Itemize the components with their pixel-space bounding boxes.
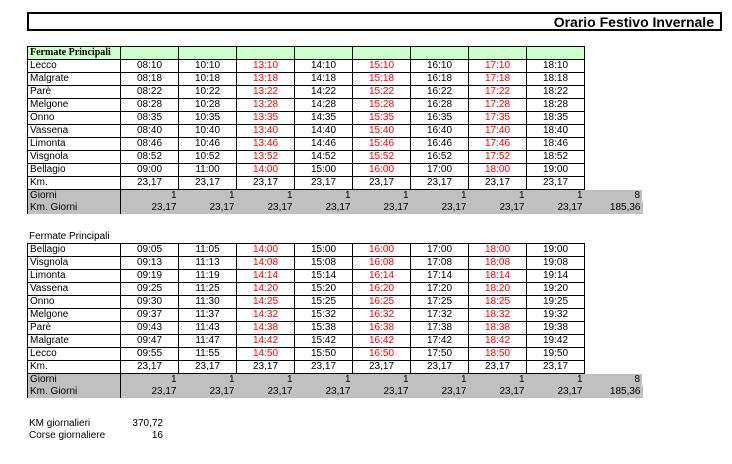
stop-time: 19:50: [527, 348, 585, 361]
stop-time: 08:22: [121, 86, 179, 99]
stop-name: Parè: [28, 322, 121, 335]
stop-time: 19:25: [527, 296, 585, 309]
stop-row: [28, 125, 643, 138]
stop-time: 16:50: [353, 348, 411, 361]
empty-cell: [585, 125, 643, 138]
stop-time: 16:08: [353, 257, 411, 270]
stop-time: 15:32: [295, 309, 353, 322]
stop-row: [28, 348, 643, 361]
km-row: [28, 361, 643, 374]
stop-time: 15:28: [353, 99, 411, 112]
stop-time: 16:18: [411, 73, 469, 86]
stop-name: Vassena: [28, 125, 121, 138]
giorni-row: [28, 190, 643, 203]
summary-km-value: 370,72: [132, 418, 163, 429]
stop-time: 18:52: [527, 151, 585, 164]
stop-time: 13:40: [237, 125, 295, 138]
stop-name: Vassena: [28, 283, 121, 296]
stop-time: 18:18: [527, 73, 585, 86]
stop-time: 09:47: [121, 335, 179, 348]
stop-time: 14:50: [237, 348, 295, 361]
km-giorni-value: 23,17: [353, 386, 411, 398]
stop-time: 16:46: [411, 138, 469, 151]
stop-row: [28, 296, 643, 309]
stop-time: 19:32: [527, 309, 585, 322]
stop-row: [28, 73, 643, 86]
stop-name: Onno: [28, 112, 121, 125]
giorni-value: 1: [121, 190, 179, 203]
giorni-row: [28, 374, 643, 387]
stop-time: 17:00: [411, 244, 469, 257]
stop-row: [28, 99, 643, 112]
stop-time: 18:32: [469, 309, 527, 322]
header-cell: [527, 47, 585, 60]
header-cell: [353, 47, 411, 60]
giorni-value: 1: [527, 374, 585, 387]
km-value: 23,17: [411, 361, 469, 374]
km-giorni-value: 23,17: [121, 386, 179, 398]
stop-time: 16:40: [411, 125, 469, 138]
stop-time: 18:35: [527, 112, 585, 125]
header-cell: [295, 47, 353, 60]
stop-time: 18:25: [469, 296, 527, 309]
header-label: Fermate Principali: [28, 47, 121, 60]
stop-time: 10:10: [179, 60, 237, 73]
stop-time: 18:50: [469, 348, 527, 361]
stop-row: [28, 138, 643, 151]
stop-time: 16:38: [353, 322, 411, 335]
stop-time: 16:42: [353, 335, 411, 348]
km-value: 23,17: [295, 177, 353, 190]
stop-time: 17:52: [469, 151, 527, 164]
empty-cell: [585, 348, 643, 361]
km-giorni-value: 23,17: [295, 386, 353, 398]
km-value: 23,17: [353, 361, 411, 374]
km-giorni-value: 23,17: [411, 386, 469, 398]
stop-time: 08:28: [121, 99, 179, 112]
stop-time: 16:22: [411, 86, 469, 99]
stop-time: 09:00: [121, 164, 179, 177]
km-giorni-value: 23,17: [527, 386, 585, 398]
km-giorni-value: 23,17: [179, 386, 237, 398]
empty-cell: [585, 112, 643, 125]
stop-time: 14:10: [295, 60, 353, 73]
stop-time: 15:18: [353, 73, 411, 86]
empty-cell: [585, 177, 643, 190]
stop-row: [28, 60, 643, 73]
stop-time: 18:22: [527, 86, 585, 99]
stop-name: Lecco: [28, 348, 121, 361]
km-giorni-value: 23,17: [411, 202, 469, 214]
giorni-value: 1: [411, 190, 469, 203]
header-cell: [179, 47, 237, 60]
stop-time: 16:35: [411, 112, 469, 125]
stop-time: 13:28: [237, 99, 295, 112]
stop-time: 15:00: [295, 164, 353, 177]
stop-time: 16:52: [411, 151, 469, 164]
stop-time: 18:46: [527, 138, 585, 151]
stop-time: 19:08: [527, 257, 585, 270]
stop-time: 17:46: [469, 138, 527, 151]
giorni-value: 1: [353, 374, 411, 387]
stop-time: 11:25: [179, 283, 237, 296]
stop-time: 18:10: [527, 60, 585, 73]
summary-km-row: [29, 418, 163, 430]
stop-row: [28, 335, 643, 348]
stop-row: [28, 244, 643, 257]
empty-cell: [585, 257, 643, 270]
km-giorni-total: 185,36: [585, 202, 643, 214]
stop-time: 10:18: [179, 73, 237, 86]
summary-corse-label: Corse giornaliere: [29, 430, 106, 441]
stop-time: 15:08: [295, 257, 353, 270]
km-value: 23,17: [121, 361, 179, 374]
stop-time: 15:52: [353, 151, 411, 164]
stop-time: 14:38: [237, 322, 295, 335]
stop-time: 17:42: [411, 335, 469, 348]
stop-time: 16:00: [353, 164, 411, 177]
empty-cell: [585, 296, 643, 309]
giorni-total: 8: [585, 190, 643, 203]
summary-corse-row: [29, 430, 163, 442]
stop-time: 13:46: [237, 138, 295, 151]
km-value: 23,17: [527, 177, 585, 190]
stop-time: 18:20: [469, 283, 527, 296]
stop-time: 14:42: [237, 335, 295, 348]
stop-time: 13:10: [237, 60, 295, 73]
stop-time: 14:00: [237, 164, 295, 177]
km-giorni-value: 23,17: [353, 202, 411, 214]
km-giorni-label: Km. Giorni: [28, 386, 121, 398]
stop-time: 14:40: [295, 125, 353, 138]
stop-time: 15:38: [295, 322, 353, 335]
stop-time: 10:46: [179, 138, 237, 151]
stop-time: 11:55: [179, 348, 237, 361]
stop-time: 19:00: [527, 164, 585, 177]
km-label: Km.: [28, 361, 121, 374]
timetable-outbound: [27, 46, 643, 214]
empty-cell: [585, 73, 643, 86]
stop-row: [28, 309, 643, 322]
empty-cell: [585, 361, 643, 374]
stop-time: 14:25: [237, 296, 295, 309]
stop-time: 09:30: [121, 296, 179, 309]
stop-time: 18:00: [469, 164, 527, 177]
stop-time: 14:08: [237, 257, 295, 270]
summary: [29, 418, 163, 442]
stop-time: 19:14: [527, 270, 585, 283]
stop-time: 17:08: [411, 257, 469, 270]
stop-time: 18:00: [469, 244, 527, 257]
stop-time: 18:14: [469, 270, 527, 283]
stop-time: 08:52: [121, 151, 179, 164]
title-box: [27, 12, 722, 31]
km-value: 23,17: [179, 177, 237, 190]
stop-time: 16:32: [353, 309, 411, 322]
giorni-value: 1: [179, 374, 237, 387]
km-giorni-value: 23,17: [179, 202, 237, 214]
stop-name: Melgone: [28, 309, 121, 322]
summary-km-label: KM giornalieri: [29, 418, 91, 429]
header-cell: [411, 47, 469, 60]
giorni-value: 1: [411, 374, 469, 387]
empty-cell: [585, 60, 643, 73]
stop-time: 08:10: [121, 60, 179, 73]
stop-name: Visgnola: [28, 257, 121, 270]
summary-corse-value: 16: [151, 430, 163, 441]
giorni-value: 1: [295, 190, 353, 203]
stop-time: 17:35: [469, 112, 527, 125]
stop-time: 14:28: [295, 99, 353, 112]
stop-time: 09:55: [121, 348, 179, 361]
stop-row: [28, 257, 643, 270]
stop-row: [28, 164, 643, 177]
stop-time: 14:46: [295, 138, 353, 151]
stop-row: [28, 151, 643, 164]
giorni-value: 1: [121, 374, 179, 387]
km-value: 23,17: [237, 177, 295, 190]
header-row: [28, 47, 643, 60]
km-giorni-total: 185,36: [585, 386, 643, 398]
stop-time: 09:37: [121, 309, 179, 322]
stop-time: 16:28: [411, 99, 469, 112]
stop-time: 09:19: [121, 270, 179, 283]
empty-cell: [585, 138, 643, 151]
stop-row: [28, 86, 643, 99]
stop-name: Parè: [28, 86, 121, 99]
stop-time: 16:14: [353, 270, 411, 283]
giorni-value: 1: [527, 190, 585, 203]
stop-name: Melgone: [28, 99, 121, 112]
stop-time: 10:40: [179, 125, 237, 138]
km-giorni-value: 23,17: [527, 202, 585, 214]
stop-time: 17:28: [469, 99, 527, 112]
stop-time: 15:20: [295, 283, 353, 296]
giorni-label: Giorni: [28, 374, 121, 387]
page-title: Orario Festivo Invernale: [553, 14, 714, 30]
stop-time: 15:10: [353, 60, 411, 73]
stop-time: 15:22: [353, 86, 411, 99]
km-giorni-value: 23,17: [237, 386, 295, 398]
stop-time: 14:20: [237, 283, 295, 296]
stop-time: 11:19: [179, 270, 237, 283]
km-value: 23,17: [121, 177, 179, 190]
km-giorni-label: Km. Giorni: [28, 202, 121, 214]
stop-time: 14:14: [237, 270, 295, 283]
stop-name: Onno: [28, 296, 121, 309]
stop-time: 15:00: [295, 244, 353, 257]
stop-time: 11:13: [179, 257, 237, 270]
stop-time: 19:42: [527, 335, 585, 348]
stop-name: Malgrate: [28, 335, 121, 348]
empty-cell: [585, 151, 643, 164]
stop-time: 16:25: [353, 296, 411, 309]
empty-cell: [585, 86, 643, 99]
km-label: Km.: [28, 177, 121, 190]
stop-time: 08:40: [121, 125, 179, 138]
stop-time: 16:20: [353, 283, 411, 296]
stop-time: 10:35: [179, 112, 237, 125]
stop-name: Malgrate: [28, 73, 121, 86]
stop-row: [28, 270, 643, 283]
stop-time: 08:18: [121, 73, 179, 86]
stop-name: Bellagio: [28, 164, 121, 177]
stop-time: 17:14: [411, 270, 469, 283]
empty-cell: [585, 99, 643, 112]
stop-time: 17:25: [411, 296, 469, 309]
stop-name: Limonta: [28, 138, 121, 151]
stop-time: 17:38: [411, 322, 469, 335]
stop-time: 17:32: [411, 309, 469, 322]
stop-row: [28, 112, 643, 125]
stop-time: 18:08: [469, 257, 527, 270]
km-value: 23,17: [237, 361, 295, 374]
empty-cell: [585, 322, 643, 335]
stop-time: 17:00: [411, 164, 469, 177]
stop-time: 11:43: [179, 322, 237, 335]
giorni-value: 1: [295, 374, 353, 387]
stop-row: [28, 283, 643, 296]
stop-time: 15:46: [353, 138, 411, 151]
stop-time: 14:32: [237, 309, 295, 322]
stop-time: 18:38: [469, 322, 527, 335]
stop-time: 15:42: [295, 335, 353, 348]
stop-time: 14:00: [237, 244, 295, 257]
km-value: 23,17: [469, 361, 527, 374]
header-cell: [469, 47, 527, 60]
giorni-value: 1: [469, 374, 527, 387]
stop-time: 14:52: [295, 151, 353, 164]
km-giorni-row: [28, 202, 643, 214]
giorni-value: 1: [237, 374, 295, 387]
giorni-value: 1: [179, 190, 237, 203]
stop-time: 11:00: [179, 164, 237, 177]
stop-time: 15:14: [295, 270, 353, 283]
header-spacer: [585, 47, 643, 60]
stop-time: 15:35: [353, 112, 411, 125]
stop-time: 16:10: [411, 60, 469, 73]
stop-name: Bellagio: [28, 244, 121, 257]
stop-name: Visgnola: [28, 151, 121, 164]
giorni-value: 1: [237, 190, 295, 203]
stop-time: 09:43: [121, 322, 179, 335]
km-value: 23,17: [179, 361, 237, 374]
stop-time: 15:25: [295, 296, 353, 309]
stop-time: 18:42: [469, 335, 527, 348]
km-giorni-value: 23,17: [469, 386, 527, 398]
km-value: 23,17: [527, 361, 585, 374]
empty-cell: [585, 164, 643, 177]
stop-name: Lecco: [28, 60, 121, 73]
giorni-total: 8: [585, 374, 643, 387]
stop-time: 09:13: [121, 257, 179, 270]
stop-time: 13:35: [237, 112, 295, 125]
stop-time: 13:52: [237, 151, 295, 164]
stop-name: Limonta: [28, 270, 121, 283]
stop-time: 19:00: [527, 244, 585, 257]
stop-time: 08:46: [121, 138, 179, 151]
giorni-value: 1: [469, 190, 527, 203]
km-giorni-row: [28, 386, 643, 398]
km-value: 23,17: [469, 177, 527, 190]
km-giorni-value: 23,17: [237, 202, 295, 214]
empty-cell: [585, 270, 643, 283]
stop-time: 14:22: [295, 86, 353, 99]
stop-time: 15:50: [295, 348, 353, 361]
empty-cell: [585, 309, 643, 322]
stop-time: 18:40: [527, 125, 585, 138]
km-value: 23,17: [295, 361, 353, 374]
stop-time: 14:18: [295, 73, 353, 86]
header-cell: [121, 47, 179, 60]
header-cell: [237, 47, 295, 60]
stop-time: 09:25: [121, 283, 179, 296]
stop-time: 17:10: [469, 60, 527, 73]
empty-cell: [585, 283, 643, 296]
stop-time: 13:18: [237, 73, 295, 86]
stop-time: 19:38: [527, 322, 585, 335]
stop-time: 15:40: [353, 125, 411, 138]
stop-time: 09:05: [121, 244, 179, 257]
stop-time: 17:18: [469, 73, 527, 86]
stop-time: 13:22: [237, 86, 295, 99]
stop-time: 18:28: [527, 99, 585, 112]
km-value: 23,17: [353, 177, 411, 190]
km-giorni-value: 23,17: [295, 202, 353, 214]
stop-time: 14:35: [295, 112, 353, 125]
stop-time: 11:05: [179, 244, 237, 257]
km-giorni-value: 23,17: [469, 202, 527, 214]
stop-time: 10:28: [179, 99, 237, 112]
stop-time: 11:30: [179, 296, 237, 309]
stop-time: 19:20: [527, 283, 585, 296]
stop-time: 11:37: [179, 309, 237, 322]
stop-time: 17:40: [469, 125, 527, 138]
empty-cell: [585, 244, 643, 257]
km-row: [28, 177, 643, 190]
stop-time: 17:20: [411, 283, 469, 296]
km-value: 23,17: [411, 177, 469, 190]
stop-time: 16:00: [353, 244, 411, 257]
stop-time: 10:22: [179, 86, 237, 99]
stop-time: 08:35: [121, 112, 179, 125]
timetable-return: [27, 243, 643, 398]
stop-time: 11:47: [179, 335, 237, 348]
km-giorni-value: 23,17: [121, 202, 179, 214]
giorni-value: 1: [353, 190, 411, 203]
section2-label: Fermate Principali: [29, 231, 110, 242]
giorni-label: Giorni: [28, 190, 121, 203]
stop-time: 17:22: [469, 86, 527, 99]
stop-row: [28, 322, 643, 335]
empty-cell: [585, 335, 643, 348]
stop-time: 17:50: [411, 348, 469, 361]
stop-time: 10:52: [179, 151, 237, 164]
